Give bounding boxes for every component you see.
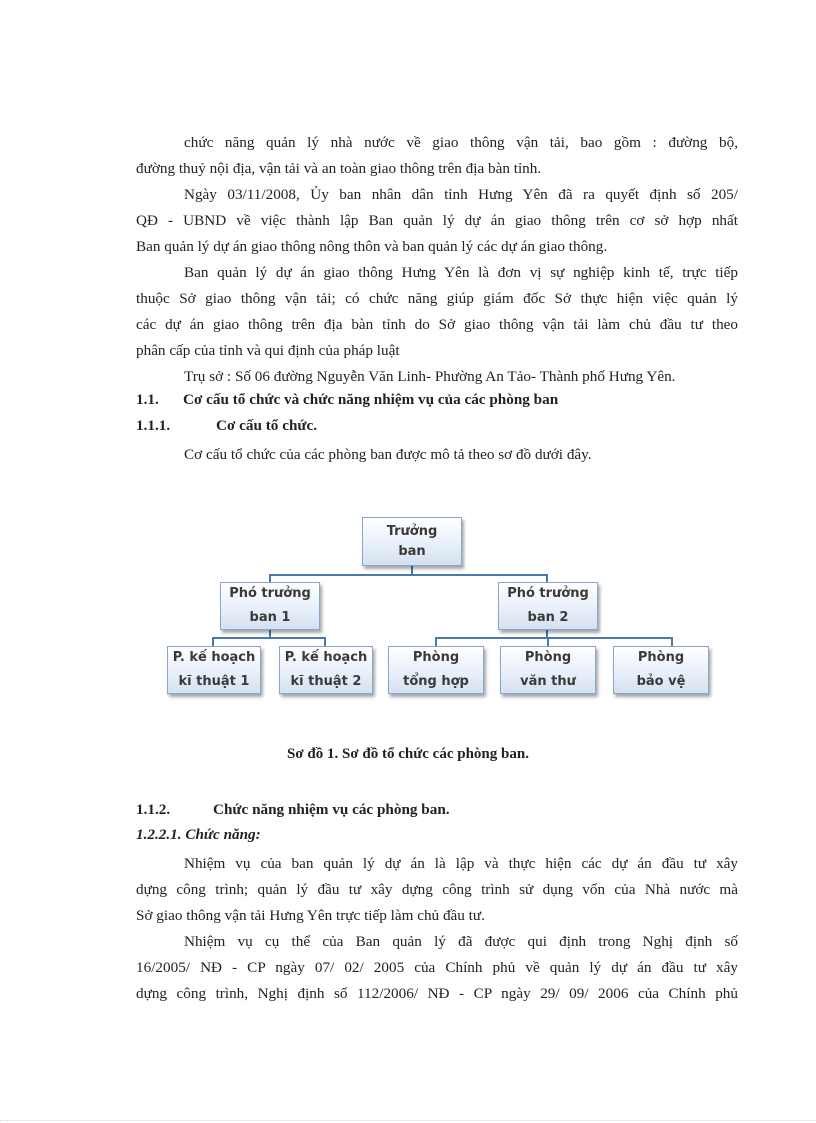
paragraph-line: Ban quản lý dự án giao thông Hưng Yên là đơn vị sự nghiệp kinh tế, trực tiếp (184, 264, 738, 281)
paragraph-5 (136, 442, 738, 468)
paragraph-line: QĐ - UBND về việc thành lập Ban quản lý dự án giao thông trên cơ sở hợp nhất (136, 212, 738, 229)
paragraph-2 (136, 182, 738, 260)
paragraph-line: Trụ sở : Số 06 đường Nguyễn Văn Linh- Phường An Tảo- Thành phố Hưng Yên. (184, 368, 676, 385)
heading-text: Cơ cấu tổ chức. (216, 417, 318, 434)
paragraph-line: chức năng quản lý nhà nước về giao thông vận tải, bao gồm : đường bộ, (184, 134, 738, 151)
org-box-tong-hop (388, 646, 484, 694)
paragraph-line: 16/2005/ NĐ - CP ngày 07/ 02/ 2005 của Chính phủ về quản lý dự án đầu tư xây (136, 959, 738, 976)
chart-caption: Sơ đồ 1. Sơ đồ tổ chức các phòng ban. (287, 746, 529, 762)
paragraph-line: đường thuỷ nội địa, vận tải và an toàn giao thông trên địa bàn tỉnh. (136, 160, 542, 177)
connector (269, 574, 547, 576)
paragraph-line: các dự án giao thông trên địa bàn tỉnh do Sở giao thông vận tải làm chủ đầu tư theo (136, 316, 738, 333)
paragraph-6 (136, 851, 738, 929)
connector (212, 637, 326, 639)
org-box-line: kĩ thuật 2 (290, 674, 362, 689)
org-box-pho-truong-ban-1 (220, 582, 320, 630)
paragraph-line: Sở giao thông vận tải Hưng Yên trực tiếp làm chủ đầu tư. (136, 907, 485, 924)
paragraph-line: Cơ cấu tổ chức của các phòng ban được mô tả theo sơ đồ dưới đây. (184, 446, 592, 463)
heading-number: 1.1.2. (136, 801, 171, 818)
heading-1-1-2 (136, 801, 450, 819)
org-box-line: Trưởng (386, 523, 438, 539)
org-box-ke-hoach-1 (167, 646, 261, 694)
paragraph-7 (136, 929, 738, 1007)
heading-text: Chức năng nhiệm vụ các phòng ban. (213, 801, 450, 818)
org-box-line: ban (398, 543, 426, 559)
paragraph-line: thuộc Sở giao thông vận tải; có chức năng giúp giám đốc Sở thực hiện việc quản lý (136, 290, 738, 307)
org-box-line: Phòng (412, 650, 460, 665)
page-bottom-border (0, 1120, 816, 1122)
paragraph-line: phân cấp của tỉnh và qui định của pháp luật (136, 342, 400, 359)
org-box-line: ban 2 (527, 610, 569, 625)
paragraph-line: Ban quản lý dự án giao thông nông thôn và ban quản lý các dự án giao thông. (136, 238, 608, 255)
paragraph-line: dựng công trình, Nghị định số 112/2006/ NĐ - CP ngày 29/ 09/ 2006 của Chính phủ (136, 985, 738, 1002)
paragraph-1 (136, 130, 738, 182)
org-box-line: Phòng (524, 650, 572, 665)
org-box-line: kĩ thuật 1 (178, 674, 250, 689)
paragraph-4 (136, 364, 738, 390)
heading-number: 1.1. (136, 391, 159, 408)
org-box-bao-ve (613, 646, 709, 694)
heading-text: Cơ cấu tổ chức và chức năng nhiệm vụ của các phòng ban (183, 391, 559, 408)
org-box-line: P. kế hoạch (172, 650, 256, 665)
org-box-line: Phó trưởng (229, 586, 311, 601)
paragraph-line: Nhiệm vụ cụ thể của Ban quản lý đã được qui định trong Nghị định số (184, 933, 738, 950)
paragraph-3 (136, 260, 738, 364)
org-box-ke-hoach-2 (279, 646, 373, 694)
heading-1-1-1 (136, 417, 317, 435)
heading-1-1 (136, 391, 558, 409)
paragraph-line: Ngày 03/11/2008, Ủy ban nhân dân tỉnh Hưng Yên đã ra quyết định số 205/ (184, 186, 738, 203)
org-box-line: văn thư (520, 674, 576, 689)
org-box-line: ban 1 (249, 610, 291, 625)
heading-number: 1.1.1. (136, 417, 171, 434)
org-box-line: Phòng (637, 650, 685, 665)
paragraph-line: Nhiệm vụ của ban quản lý dự án là lập và thực hiện các dự án đầu tư xây (184, 855, 738, 872)
org-box-line: Phó trưởng (507, 586, 589, 601)
org-box-truong-ban (362, 517, 462, 566)
org-box-pho-truong-ban-2 (498, 582, 598, 630)
org-box-line: bảo vệ (636, 674, 686, 689)
org-box-line: P. kế hoạch (284, 650, 368, 665)
heading-chuc-nang: 1.2.2.1. Chức năng: (136, 826, 261, 843)
org-box-line: tổng hợp (403, 674, 469, 689)
org-box-van-thu (500, 646, 596, 694)
connector (435, 637, 673, 639)
paragraph-line: dựng công trình; quản lý đầu tư xây dựng công trình sử dụng vốn của Nhà nước mà (136, 881, 738, 898)
